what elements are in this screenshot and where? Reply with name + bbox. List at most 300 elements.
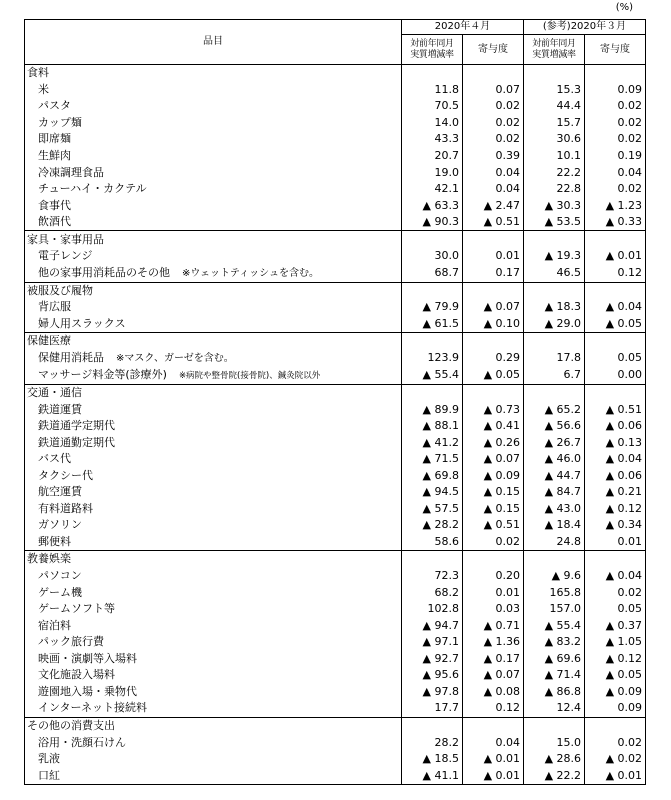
item-name: マッサージ料金等(診療外) (38, 367, 167, 381)
table-row (25, 197, 646, 214)
table-row (25, 181, 646, 198)
contrib-current-cell: ▲ 0.01 (463, 751, 524, 768)
contrib-reference-cell: ▲ 0.34 (585, 517, 646, 534)
table-row (25, 534, 646, 551)
contrib-current-cell: ▲ 2.47 (463, 197, 524, 214)
contrib-reference-cell: ▲ 1.05 (585, 634, 646, 651)
contrib-reference-cell: ▲ 0.04 (585, 451, 646, 468)
empty-cell (524, 231, 585, 248)
item-name-cell (25, 584, 402, 601)
yoy-reference-cell: 24.8 (524, 534, 585, 551)
contrib-reference-cell: ▲ 0.06 (585, 418, 646, 435)
empty-cell (524, 717, 585, 734)
item-name: 食事代 (38, 198, 71, 212)
contrib-reference-cell: 0.12 (585, 265, 646, 283)
table-row (25, 164, 646, 181)
contrib-current-cell: ▲ 0.26 (463, 434, 524, 451)
yoy-reference-cell: ▲ 29.0 (524, 316, 585, 333)
item-name: 鉄道運賃 (38, 402, 82, 416)
yoy-current-cell: 102.8 (402, 601, 463, 618)
yoy-reference-cell: ▲ 9.6 (524, 568, 585, 585)
item-name-cell (25, 181, 402, 198)
item-name-cell (25, 751, 402, 768)
empty-cell (524, 551, 585, 568)
contrib-reference-cell: 0.09 (585, 82, 646, 99)
item-name-cell (25, 131, 402, 148)
item-name: ゲームソフト等 (38, 602, 115, 616)
empty-cell (524, 65, 585, 82)
group-name: 保健医療 (25, 333, 402, 350)
empty-cell (463, 717, 524, 734)
contrib-reference-cell: ▲ 1.23 (585, 197, 646, 214)
contrib-reference-cell: ▲ 0.37 (585, 617, 646, 634)
item-name-cell (25, 434, 402, 451)
empty-cell (585, 65, 646, 82)
item-name-cell (25, 484, 402, 501)
yoy-reference-cell: ▲ 65.2 (524, 401, 585, 418)
period-current-header: 2020年４月 (402, 20, 524, 35)
table-row (25, 418, 646, 435)
contrib-reference-cell: ▲ 0.01 (585, 767, 646, 784)
item-name: インターネット接続料 (38, 701, 148, 715)
item-name: 冷凍調理食品 (38, 165, 104, 179)
item-name-cell (25, 601, 402, 618)
item-name: 電子レンジ (38, 249, 93, 263)
empty-cell (463, 551, 524, 568)
item-name: 航空運賃 (38, 485, 82, 499)
contrib-reference-cell: ▲ 0.01 (585, 248, 646, 265)
yoy-reference-cell: 22.2 (524, 164, 585, 181)
yoy-reference-cell: ▲ 30.3 (524, 197, 585, 214)
item-name-cell (25, 734, 402, 751)
yoy-reference-cell: ▲ 18.4 (524, 517, 585, 534)
yoy-current-cell: ▲ 97.1 (402, 634, 463, 651)
empty-cell (585, 282, 646, 299)
group-name: 食料 (25, 65, 402, 82)
yoy-reference-cell: ▲ 28.6 (524, 751, 585, 768)
contrib-current-cell: 0.01 (463, 584, 524, 601)
table-row (25, 82, 646, 99)
contrib-current-cell: 0.02 (463, 115, 524, 132)
item-name-cell (25, 467, 402, 484)
yoy-reference-cell: ▲ 53.5 (524, 214, 585, 231)
table-row (25, 601, 646, 618)
yoy-current-cell: ▲ 97.8 (402, 684, 463, 701)
item-name: 飲酒代 (38, 215, 71, 229)
item-name-cell (25, 148, 402, 165)
table-row (25, 517, 646, 534)
contrib-reference-cell: 0.04 (585, 164, 646, 181)
yoy-current-cell: ▲ 69.8 (402, 467, 463, 484)
yoy-reference-cell: 15.7 (524, 115, 585, 132)
period-reference-header: (参考)2020年３月 (524, 20, 646, 35)
table-row (25, 214, 646, 231)
table-row (25, 131, 646, 148)
table-row (25, 484, 646, 501)
yoy-current-cell: ▲ 61.5 (402, 316, 463, 333)
item-name-cell (25, 534, 402, 551)
yoy-current-cell: ▲ 18.5 (402, 751, 463, 768)
yoy-current-cell: 30.0 (402, 248, 463, 265)
unit-label: (%) (615, 2, 633, 13)
item-name: 映画・演劇等入場料 (38, 651, 137, 665)
item-name: 遊園地入場・乗物代 (38, 684, 137, 698)
yoy-reference-cell: 22.8 (524, 181, 585, 198)
group-name: 被服及び履物 (25, 282, 402, 299)
empty-cell (585, 551, 646, 568)
contrib-current-cell: 0.20 (463, 568, 524, 585)
contrib-current-cell: ▲ 0.51 (463, 517, 524, 534)
item-name: 有料道路料 (38, 501, 93, 515)
yoy-current-cell: ▲ 90.3 (402, 214, 463, 231)
item-name-cell (25, 115, 402, 132)
contrib-reference-cell: ▲ 0.12 (585, 501, 646, 518)
yoy-reference-cell: ▲ 22.2 (524, 767, 585, 784)
contrib-header-reference: 寄与度 (585, 35, 646, 65)
empty-cell (463, 231, 524, 248)
contrib-current-cell: 0.12 (463, 700, 524, 717)
yoy-reference-cell: ▲ 71.4 (524, 667, 585, 684)
item-name-cell (25, 248, 402, 265)
contrib-current-cell: ▲ 0.41 (463, 418, 524, 435)
item-name: パック旅行費 (38, 635, 104, 649)
yoy-current-cell: 123.9 (402, 350, 463, 367)
contrib-current-cell: ▲ 0.05 (463, 367, 524, 385)
contrib-reference-cell: ▲ 0.21 (585, 484, 646, 501)
contrib-current-cell: 0.02 (463, 98, 524, 115)
contrib-reference-cell: 0.05 (585, 350, 646, 367)
item-name: 鉄道通勤定期代 (38, 435, 115, 449)
contrib-reference-cell: ▲ 0.51 (585, 401, 646, 418)
group-header-row (25, 282, 646, 299)
table-header (25, 20, 646, 65)
empty-cell (524, 282, 585, 299)
table-row (25, 734, 646, 751)
yoy-reference-cell: ▲ 26.7 (524, 434, 585, 451)
yoy-reference-cell: 6.7 (524, 367, 585, 385)
item-note: ※マスク、ガーゼを含む。 (116, 352, 234, 364)
item-name: パスタ (38, 99, 71, 113)
yoy-current-cell: 70.5 (402, 98, 463, 115)
yoy-reference-cell: ▲ 46.0 (524, 451, 585, 468)
item-name: ゲーム機 (38, 585, 82, 599)
group-header-row (25, 384, 646, 401)
table-row (25, 367, 646, 385)
table-row (25, 651, 646, 668)
item-note: ※病院や整骨院(接骨院)、鍼灸院以外 (178, 370, 321, 381)
table-row (25, 299, 646, 316)
group-header-row (25, 65, 646, 82)
item-name-cell (25, 401, 402, 418)
empty-cell (402, 333, 463, 350)
contrib-reference-cell: 0.00 (585, 367, 646, 385)
yoy-reference-cell: 15.0 (524, 734, 585, 751)
group-header-row (25, 333, 646, 350)
yoy-reference-cell: 157.0 (524, 601, 585, 618)
item-name: チューハイ・カクテル (38, 182, 147, 196)
contrib-current-cell: 0.07 (463, 82, 524, 99)
yoy-reference-cell: ▲ 69.6 (524, 651, 585, 668)
item-name: 宿泊料 (38, 618, 71, 632)
item-name-cell (25, 451, 402, 468)
item-name: カップ麺 (38, 115, 82, 129)
item-name-cell (25, 634, 402, 651)
table-row (25, 568, 646, 585)
empty-cell (402, 551, 463, 568)
item-name-cell (25, 767, 402, 784)
item-name: 文化施設入場料 (38, 668, 115, 682)
contrib-reference-cell: ▲ 0.33 (585, 214, 646, 231)
yoy-reference-cell: ▲ 18.3 (524, 299, 585, 316)
contrib-current-cell: ▲ 0.71 (463, 617, 524, 634)
item-name-cell (25, 617, 402, 634)
empty-cell (402, 717, 463, 734)
empty-cell (585, 717, 646, 734)
contrib-current-cell: 0.01 (463, 248, 524, 265)
yoy-current-cell: 11.8 (402, 82, 463, 99)
contrib-current-cell: 0.03 (463, 601, 524, 618)
yoy-reference-cell: 10.1 (524, 148, 585, 165)
item-note: ※ウェットティッシュを含む。 (182, 267, 319, 279)
item-name: 乳液 (38, 752, 60, 766)
yoy-current-cell: ▲ 94.7 (402, 617, 463, 634)
empty-cell (585, 333, 646, 350)
item-name-cell (25, 350, 402, 367)
contrib-reference-cell: 0.05 (585, 601, 646, 618)
group-name: 家具・家事用品 (25, 231, 402, 248)
yoy-current-cell: ▲ 94.5 (402, 484, 463, 501)
item-name-cell (25, 667, 402, 684)
contrib-current-cell: 0.04 (463, 181, 524, 198)
yoy-current-cell: ▲ 55.4 (402, 367, 463, 385)
yoy-reference-cell: 46.5 (524, 265, 585, 283)
contrib-reference-cell: 0.02 (585, 115, 646, 132)
contrib-current-cell: ▲ 1.36 (463, 634, 524, 651)
item-name-cell (25, 517, 402, 534)
yoy-current-cell: 58.6 (402, 534, 463, 551)
yoy-reference-cell: ▲ 83.2 (524, 634, 585, 651)
empty-cell (463, 282, 524, 299)
yoy-current-cell: ▲ 28.2 (402, 517, 463, 534)
item-name-cell (25, 82, 402, 99)
empty-cell (463, 333, 524, 350)
yoy-reference-cell: 30.6 (524, 131, 585, 148)
contrib-current-cell: 0.02 (463, 534, 524, 551)
contrib-reference-cell: ▲ 0.05 (585, 667, 646, 684)
yoy-current-cell: 17.7 (402, 700, 463, 717)
table-row (25, 451, 646, 468)
contrib-current-cell: ▲ 0.15 (463, 501, 524, 518)
table-row (25, 316, 646, 333)
item-name-cell (25, 214, 402, 231)
contrib-reference-cell: 0.01 (585, 534, 646, 551)
yoy-current-cell: ▲ 92.7 (402, 651, 463, 668)
yoy-current-cell: ▲ 41.2 (402, 434, 463, 451)
table-row (25, 501, 646, 518)
item-name-cell (25, 299, 402, 316)
item-name: パソコン (38, 569, 82, 583)
contrib-reference-cell: 0.02 (585, 98, 646, 115)
contrib-reference-cell: ▲ 0.13 (585, 434, 646, 451)
table-row (25, 617, 646, 634)
empty-cell (585, 231, 646, 248)
empty-cell (463, 384, 524, 401)
yoy-current-cell: ▲ 57.5 (402, 501, 463, 518)
item-name: 浴用・洗顔石けん (38, 735, 126, 749)
yoy-current-cell: ▲ 89.9 (402, 401, 463, 418)
group-name: その他の消費支出 (25, 717, 402, 734)
yoy-reference-cell: ▲ 56.6 (524, 418, 585, 435)
contrib-current-cell: 0.04 (463, 164, 524, 181)
contrib-reference-cell: 0.02 (585, 131, 646, 148)
contrib-current-cell: ▲ 0.07 (463, 667, 524, 684)
table-row (25, 751, 646, 768)
empty-cell (524, 384, 585, 401)
contrib-reference-cell: ▲ 0.04 (585, 568, 646, 585)
item-name: 郵便料 (38, 534, 71, 548)
contrib-reference-cell: 0.02 (585, 584, 646, 601)
item-name: 口紅 (38, 768, 60, 782)
contrib-current-cell: ▲ 0.17 (463, 651, 524, 668)
empty-cell (402, 384, 463, 401)
yoy-reference-cell: ▲ 19.3 (524, 248, 585, 265)
empty-cell (402, 65, 463, 82)
table-row (25, 434, 646, 451)
yoy-current-cell: ▲ 63.3 (402, 197, 463, 214)
yoy-reference-cell: ▲ 43.0 (524, 501, 585, 518)
yoy-header-current: 対前年同月 実質増減率 (402, 35, 463, 65)
empty-cell (524, 333, 585, 350)
empty-cell (463, 65, 524, 82)
item-name-cell (25, 164, 402, 181)
table-row (25, 667, 646, 684)
contrib-reference-cell: 0.02 (585, 734, 646, 751)
yoy-current-cell: ▲ 41.1 (402, 767, 463, 784)
contrib-reference-cell: 0.19 (585, 148, 646, 165)
yoy-reference-cell: 165.8 (524, 584, 585, 601)
item-name: 保健用消耗品 (38, 350, 104, 364)
yoy-reference-cell: 15.3 (524, 82, 585, 99)
item-name: 背広服 (38, 300, 71, 314)
contrib-reference-cell: ▲ 0.09 (585, 684, 646, 701)
contrib-reference-cell: 0.09 (585, 700, 646, 717)
yoy-reference-cell: ▲ 86.8 (524, 684, 585, 701)
item-name-cell (25, 265, 402, 283)
yoy-current-cell: 68.7 (402, 265, 463, 283)
item-name-cell (25, 367, 402, 385)
item-column-header: 品目 (25, 20, 402, 65)
contrib-reference-cell: 0.02 (585, 181, 646, 198)
yoy-current-cell: ▲ 95.6 (402, 667, 463, 684)
contrib-current-cell: ▲ 0.08 (463, 684, 524, 701)
contrib-current-cell: ▲ 0.51 (463, 214, 524, 231)
contrib-current-cell: ▲ 0.73 (463, 401, 524, 418)
table-body (25, 65, 646, 785)
item-name: 婦人用スラックス (38, 316, 126, 330)
yoy-reference-cell: 17.8 (524, 350, 585, 367)
yoy-current-cell: 19.0 (402, 164, 463, 181)
contrib-current-cell: 0.02 (463, 131, 524, 148)
contrib-reference-cell: ▲ 0.05 (585, 316, 646, 333)
table-row (25, 248, 646, 265)
table-row (25, 767, 646, 784)
table-row (25, 148, 646, 165)
table-row (25, 634, 646, 651)
table-row (25, 115, 646, 132)
yoy-current-cell: 72.3 (402, 568, 463, 585)
contrib-current-cell: ▲ 0.09 (463, 467, 524, 484)
item-name: タクシー代 (38, 468, 93, 482)
contrib-reference-cell: ▲ 0.12 (585, 651, 646, 668)
contrib-current-cell: ▲ 0.07 (463, 299, 524, 316)
item-name-cell (25, 501, 402, 518)
contrib-header-current: 寄与度 (463, 35, 524, 65)
empty-cell (402, 282, 463, 299)
item-name: 生鮮肉 (38, 149, 71, 162)
table-row (25, 265, 646, 283)
contrib-current-cell: ▲ 0.10 (463, 316, 524, 333)
yoy-reference-cell: 12.4 (524, 700, 585, 717)
item-name: バス代 (38, 452, 71, 466)
item-name: 即席麺 (38, 132, 71, 146)
yoy-current-cell: 28.2 (402, 734, 463, 751)
item-name: 他の家事用消耗品のその他 (38, 265, 170, 279)
item-name-cell (25, 651, 402, 668)
item-name-cell (25, 418, 402, 435)
empty-cell (585, 384, 646, 401)
table-row (25, 401, 646, 418)
item-name: ガソリン (38, 518, 82, 532)
data-table (24, 19, 646, 785)
yoy-current-cell: 43.3 (402, 131, 463, 148)
item-name-cell (25, 700, 402, 717)
table-row (25, 584, 646, 601)
contrib-current-cell: 0.04 (463, 734, 524, 751)
table-row (25, 700, 646, 717)
yoy-reference-cell: ▲ 44.7 (524, 467, 585, 484)
yoy-reference-cell: ▲ 84.7 (524, 484, 585, 501)
item-name-cell (25, 568, 402, 585)
contrib-current-cell: 0.39 (463, 148, 524, 165)
empty-cell (402, 231, 463, 248)
yoy-header-reference: 対前年同月 実質増減率 (524, 35, 585, 65)
group-name: 交通・通信 (25, 384, 402, 401)
yoy-current-cell: 14.0 (402, 115, 463, 132)
group-header-row (25, 717, 646, 734)
table-row (25, 684, 646, 701)
yoy-current-cell: 20.7 (402, 148, 463, 165)
yoy-reference-cell: ▲ 55.4 (524, 617, 585, 634)
item-name-cell (25, 197, 402, 214)
group-header-row (25, 231, 646, 248)
item-name: 鉄道通学定期代 (38, 419, 115, 433)
contrib-reference-cell: ▲ 0.02 (585, 751, 646, 768)
group-name: 教養娯楽 (25, 551, 402, 568)
contrib-current-cell: ▲ 0.07 (463, 451, 524, 468)
table-row (25, 98, 646, 115)
yoy-current-cell: ▲ 79.9 (402, 299, 463, 316)
item-name: 米 (38, 82, 49, 96)
contrib-reference-cell: ▲ 0.04 (585, 299, 646, 316)
contrib-current-cell: ▲ 0.01 (463, 767, 524, 784)
contrib-reference-cell: ▲ 0.06 (585, 467, 646, 484)
contrib-current-cell: 0.29 (463, 350, 524, 367)
item-name-cell (25, 684, 402, 701)
contrib-current-cell: 0.17 (463, 265, 524, 283)
item-name-cell (25, 316, 402, 333)
table-row (25, 467, 646, 484)
yoy-current-cell: 68.2 (402, 584, 463, 601)
